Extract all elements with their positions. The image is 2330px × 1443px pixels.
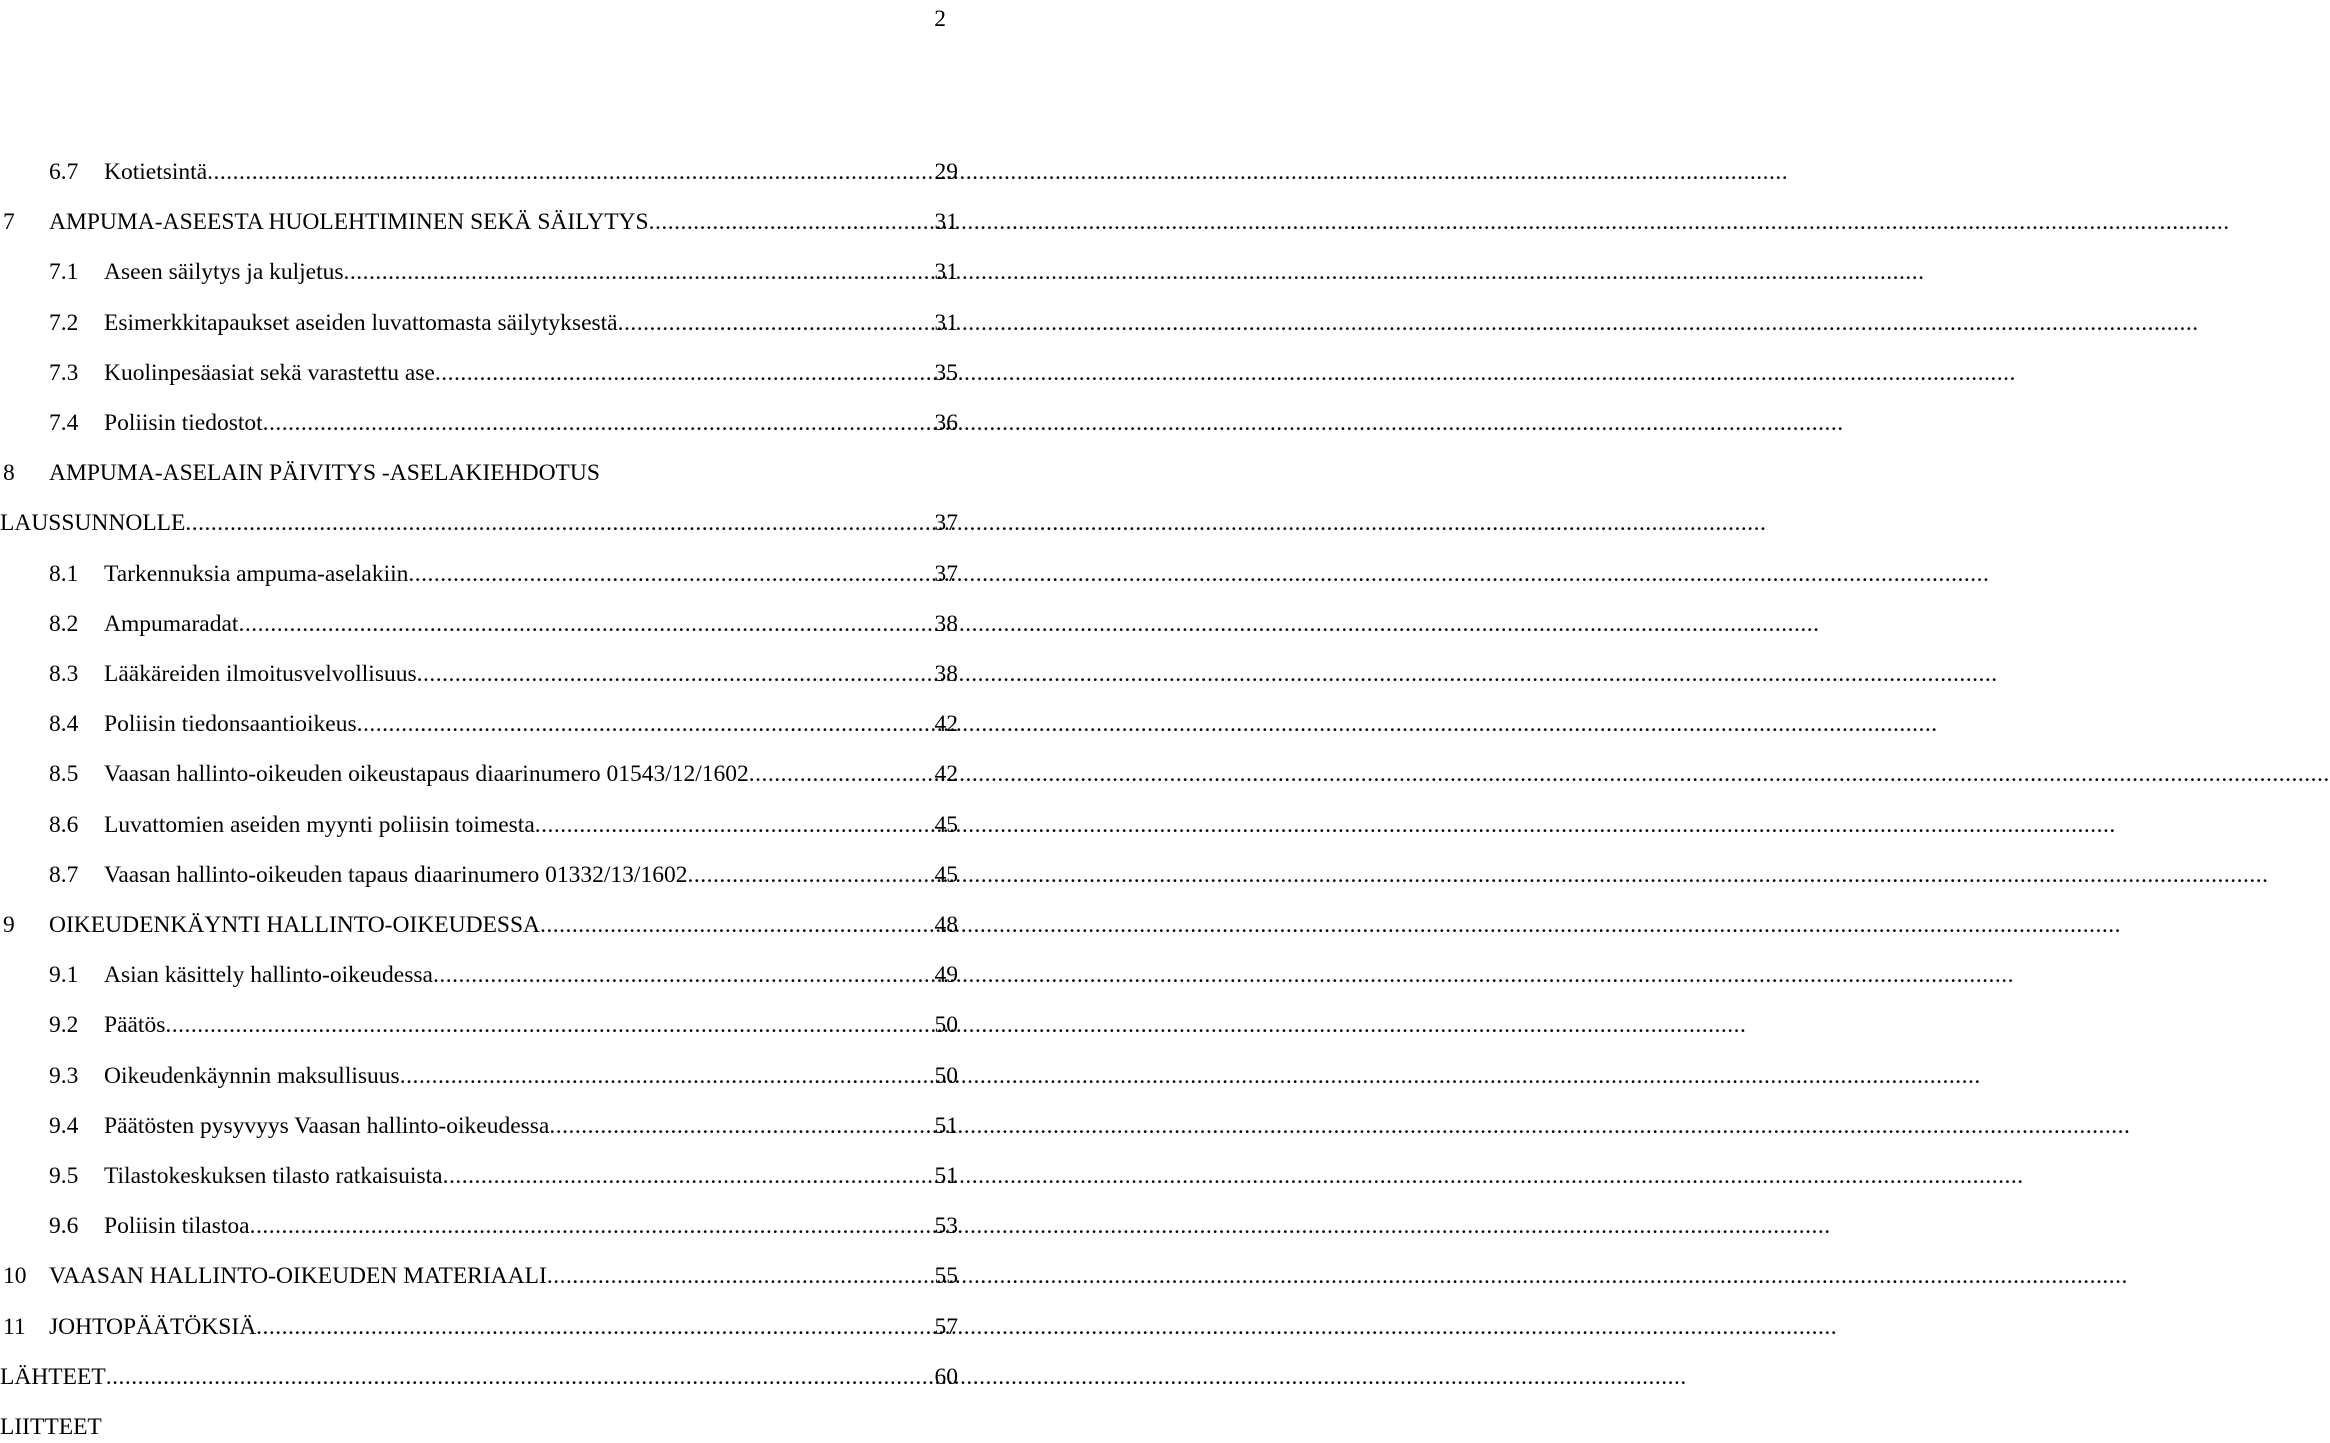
toc-entry-title: Päätösten pysyvyys Vaasan hallinto-oikeudessa bbox=[104, 1112, 550, 1139]
toc-dot-leader bbox=[106, 1361, 931, 1393]
toc-dot-leader bbox=[443, 1160, 931, 1192]
toc-entry[interactable] bbox=[0, 608, 958, 640]
toc-dot-leader bbox=[535, 809, 931, 841]
toc-entry[interactable] bbox=[0, 206, 958, 238]
toc-entry-title: Poliisin tilastoa bbox=[104, 1213, 250, 1240]
toc-entry[interactable] bbox=[0, 959, 958, 991]
toc-entry-title: JOHTOPÄÄTÖKSIÄ bbox=[49, 1313, 257, 1340]
toc-entry-page: 42 bbox=[934, 761, 958, 788]
toc-entry-number: 9.2 bbox=[49, 1012, 79, 1039]
toc-entry-title: Lääkäreiden ilmoitusvelvollisuus bbox=[104, 661, 417, 687]
toc-dot-leader bbox=[250, 1210, 931, 1242]
toc-dot-leader bbox=[649, 206, 931, 238]
toc-entry-title: LÄHTEET bbox=[0, 1363, 106, 1390]
toc-entry-number: 9.3 bbox=[49, 1062, 79, 1089]
toc-entry[interactable] bbox=[0, 1210, 958, 1242]
toc-entry-number: 8 bbox=[3, 460, 15, 487]
toc-entry-page: 29 bbox=[934, 159, 958, 185]
toc-entry-page: 35 bbox=[934, 359, 958, 386]
toc-entry-number: 8.1 bbox=[49, 560, 79, 587]
toc-entry-page: 42 bbox=[934, 711, 958, 738]
toc-entry-number: 9.5 bbox=[49, 1163, 79, 1189]
toc-entry-page: 50 bbox=[934, 1062, 958, 1089]
toc-entry-number: 11 bbox=[3, 1313, 26, 1340]
toc-entry[interactable] bbox=[0, 1160, 958, 1192]
toc-entry[interactable] bbox=[0, 256, 958, 288]
toc-entry-title: Poliisin tiedostot bbox=[104, 410, 263, 436]
toc-dot-leader bbox=[687, 859, 930, 891]
toc-dot-leader bbox=[540, 909, 930, 941]
toc-entry-title: Tilastokeskuksen tilasto ratkaisuista bbox=[104, 1163, 443, 1189]
toc-entry-title: Vaasan hallinto-oikeuden tapaus diaarinumero 01332/13/1602 bbox=[104, 861, 688, 888]
toc-entry-title: Kuolinpesäasiat sekä varastettu ase bbox=[104, 359, 435, 386]
toc-entry-number: 9.4 bbox=[49, 1112, 79, 1139]
toc-dot-leader bbox=[433, 959, 931, 991]
toc-entry-title: Vaasan hallinto-oikeuden oikeustapaus diaarinumero 01543/12/1602 bbox=[104, 761, 749, 788]
toc-entry-page: 51 bbox=[934, 1112, 958, 1139]
toc-entry-page: 55 bbox=[934, 1263, 958, 1290]
toc-dot-leader bbox=[165, 1009, 930, 1041]
toc-entry-page: 38 bbox=[934, 610, 958, 637]
toc-dot-leader bbox=[344, 256, 931, 288]
toc-entry-number: 7 bbox=[3, 209, 15, 236]
toc-entry[interactable] bbox=[0, 156, 958, 188]
toc-dot-leader bbox=[547, 1260, 931, 1292]
toc-entry-title: Ampumaradat bbox=[104, 610, 239, 637]
toc-dot-leader bbox=[185, 507, 930, 539]
toc-entry-title: LAUSSUNNOLLE bbox=[0, 510, 186, 537]
toc-entry-page: 37 bbox=[934, 510, 958, 537]
toc-entry-number: 10 bbox=[3, 1263, 27, 1290]
toc-entry[interactable] bbox=[0, 1110, 958, 1142]
toc-entry-number: 8.7 bbox=[49, 861, 79, 888]
toc-entry-page: 36 bbox=[934, 410, 958, 436]
toc-entry-number: 9 bbox=[3, 912, 15, 938]
toc-entry-number: 8.6 bbox=[49, 811, 79, 838]
toc-entry[interactable] bbox=[0, 1260, 958, 1292]
toc-dot-leader bbox=[618, 307, 931, 339]
toc-entry[interactable] bbox=[0, 507, 958, 539]
toc-entry-page: 50 bbox=[934, 1012, 958, 1039]
toc-entry-number: 8.3 bbox=[49, 661, 79, 687]
toc-entry-number: 8.2 bbox=[49, 610, 79, 637]
toc-entry-page: 53 bbox=[934, 1213, 958, 1240]
toc-entry-page: 49 bbox=[934, 962, 958, 989]
toc-entry-page: 48 bbox=[934, 912, 958, 938]
toc-entry-page: 51 bbox=[934, 1163, 958, 1189]
toc-dot-leader bbox=[256, 1311, 930, 1343]
toc-entry-title: VAASAN HALLINTO-OIKEUDEN MATERIAALI bbox=[49, 1263, 547, 1290]
toc-entry[interactable] bbox=[0, 307, 958, 339]
toc-dot-leader bbox=[400, 1060, 931, 1092]
toc-entry-number: 7.1 bbox=[49, 259, 79, 286]
toc-entry-number: 9.6 bbox=[49, 1213, 79, 1240]
toc-entry-title: Asian käsittely hallinto-oikeudessa bbox=[104, 962, 433, 989]
toc-entry-page: 31 bbox=[934, 209, 958, 236]
toc-entry-title: Kotietsintä bbox=[104, 159, 208, 185]
toc-entry[interactable] bbox=[0, 558, 958, 590]
toc-entry-title: AMPUMA-ASELAIN PÄIVITYS -ASELAKIEHDOTUS bbox=[49, 460, 600, 487]
toc-entry[interactable] bbox=[0, 1411, 958, 1443]
toc-entry-title: Oikeudenkäynnin maksullisuus bbox=[104, 1062, 400, 1089]
toc-entry-page: 31 bbox=[934, 309, 958, 336]
toc-entry[interactable] bbox=[0, 407, 958, 439]
page-number: 2 bbox=[934, 6, 946, 32]
toc-entry[interactable] bbox=[0, 909, 958, 941]
toc-entry-title: Luvattomien aseiden myynti poliisin toimesta bbox=[104, 811, 535, 838]
toc-entry-page: 38 bbox=[934, 661, 958, 687]
toc-dot-leader bbox=[408, 558, 930, 590]
toc-dot-leader bbox=[207, 156, 930, 188]
toc-entry-page: 31 bbox=[934, 259, 958, 286]
toc-entry[interactable] bbox=[0, 357, 958, 389]
toc-entry[interactable] bbox=[0, 809, 958, 841]
toc-entry[interactable] bbox=[0, 1060, 958, 1092]
toc-entry-number: 7.3 bbox=[49, 359, 79, 386]
toc-entry[interactable] bbox=[0, 758, 958, 790]
toc-entry[interactable] bbox=[0, 1361, 958, 1393]
toc-entry[interactable] bbox=[0, 708, 958, 740]
toc-entry-page: 45 bbox=[934, 811, 958, 838]
toc-dot-leader bbox=[357, 708, 931, 740]
toc-entry-number: 8.4 bbox=[49, 711, 79, 738]
toc-entry-page: 37 bbox=[934, 560, 958, 587]
toc-entry-title: AMPUMA-ASEESTA HUOLEHTIMINEN SEKÄ SÄILYTYS bbox=[49, 209, 649, 236]
toc-entry-number: 9.1 bbox=[49, 962, 79, 989]
toc-dot-leader bbox=[417, 658, 931, 690]
toc-entry-title: Poliisin tiedonsaantioikeus bbox=[104, 711, 357, 738]
toc-entry-number: 8.5 bbox=[49, 761, 79, 788]
toc-dot-leader bbox=[238, 608, 930, 640]
toc-entry-title: Aseen säilytys ja kuljetus bbox=[104, 259, 344, 286]
toc-entry[interactable] bbox=[0, 658, 958, 690]
toc-entry-title: Päätös bbox=[104, 1012, 166, 1039]
toc-entry-page: 57 bbox=[934, 1313, 958, 1340]
toc-entry-title: Esimerkkitapaukset aseiden luvattomasta säilytyksestä bbox=[104, 309, 618, 336]
toc-dot-leader bbox=[549, 1110, 930, 1142]
toc-entry-number: 7.2 bbox=[49, 309, 79, 336]
toc-entry-title: Tarkennuksia ampuma-aselakiin bbox=[104, 560, 409, 587]
toc-entry-number: 7.4 bbox=[49, 410, 79, 436]
toc-entry[interactable] bbox=[0, 1311, 958, 1343]
toc-entry[interactable] bbox=[0, 457, 958, 489]
toc-entry-page: 45 bbox=[934, 861, 958, 888]
toc-dot-leader bbox=[435, 357, 931, 389]
toc-entry[interactable] bbox=[0, 1009, 958, 1041]
toc-dot-leader bbox=[749, 758, 931, 790]
toc-entry-page: 60 bbox=[934, 1363, 958, 1390]
toc-entry[interactable] bbox=[0, 859, 958, 891]
toc-entry-number: 6.7 bbox=[49, 159, 79, 185]
toc-dot-leader bbox=[263, 407, 931, 439]
toc-entry-title: OIKEUDENKÄYNTI HALLINTO-OIKEUDESSA bbox=[49, 912, 541, 938]
toc-entry-title: LIITTEET bbox=[0, 1414, 102, 1440]
